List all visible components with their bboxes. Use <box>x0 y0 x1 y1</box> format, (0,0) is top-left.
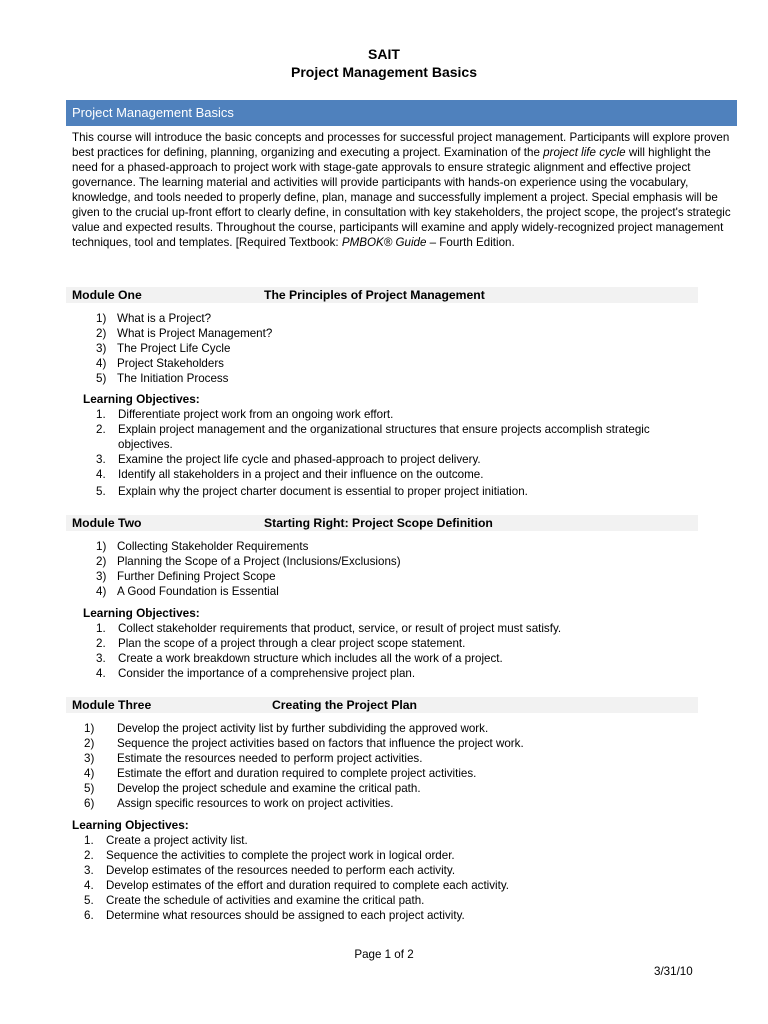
org-title: SAIT <box>368 46 400 62</box>
intro-text-3: – Fourth Edition. <box>426 236 515 249</box>
module-one-header <box>66 287 698 303</box>
module-title: Starting Right: Project Scope Definition <box>264 516 493 530</box>
course-description <box>72 130 732 250</box>
module-name: Module One <box>72 288 142 302</box>
section-banner: Project Management Basics <box>66 100 737 126</box>
footer-date: 3/31/10 <box>654 965 693 978</box>
intro-text-2: will highlight the need for a phased-approach to project work with stage-gate approvals to ensure strategic alignment and effective project governance. The learning material and activities will provide participants with hands-on experience using the vocabulary, knowledge, and tools needed to properly define, plan, manage and successfully implement a project. Special emphasis will be given to the crucial up-front effort to clearly define, in consultation with key stakeholders, the project scope, the project's strategic value and expected results. Throughout the course, participants will examine and apply widely-recognized project management techniques, tool and templates. [Required Textbook: <box>72 146 731 249</box>
module-title: Creating the Project Plan <box>272 698 417 712</box>
document-page: SAIT Project Management Basics Project Management Basics This course will introduce the basic concepts and processes for successful project management. Participants will explore proven best practices for defining, planning, organizing and executing a project. Examination of the project life cycle will highlight the need for a phased-approach to project work with stage-gate approvals to ensure strategic alignment and effective project governance. The learning material and activities will provide participants with hands-on experience using the vocabulary, knowledge, and tools needed to properly define, plan, manage and successfully implement a project. Special emphasis will be given to the crucial up-front effort to clearly define, in consultation with key stakeholders, the project scope, the project's strategic value and expected results. Throughout the course, participants will examine and apply widely-recognized project management techniques, tool and templates. [Required Textbook: PMBOK® Guide – Fourth Edition. Module One The Principles of Project Management 1) What is a Project? 2) What is Project Management? 3) The Project Life Cycle 4) Project Stakeholders 5) The Initiation Process Learning Objectives: 1. Differentiate project work from an ongoing work effort. 2. Explain project management and the organizational structures that ensure projects accomplish strategic objectives. 3. Examine the project life cycle and phased-approach to project delivery. 4. Identify all stakeholders in a project and their influence on the outcome. 5. Explain why the project charter document is essential to proper project initiation. Module Two Starting Right: Project Scope Definition 1) Collecting Stakeholder Requirements 2) Planning the Scope of a Project (Inclusions/Exclusions) 3) Further Defining Project Scope 4) A Good Foundation is Essential Learning Objectives: 1. Collect stakeholder requirements that product, service, or result of project must satisfy. 2. Plan the scope of a project through a clear project scope statement. 3. Create a work breakdown structure which includes all the work of a project. 4. Consider the importance of a comprehensive project plan. Module Three Creating the Project Plan 1) Develop the project activity list by further subdividing the approved work. 2) Sequence the project activities based on factors that influence the project work. 3) Estimate the resources needed to perform project activities. 4) Estimate the effort and duration required to complete project activities. 5) Develop the project schedule and examine the critical path. 6) Assign specific resources to work on project activities. Learning Objectives: 1. Create a project activity list. 2. Sequence the activities to complete the project work in logical order. 3. Develop estimates of the resources needed to perform each activity. 4. Develop estimates of the effort and duration required to complete each activity. 5. Create the schedule of activities and examine the critical path. 6. Determine what resources should be assigned to each project activity. Page 1 of 2 3/31/10 <box>0 0 768 1024</box>
module-title: The Principles of Project Management <box>264 288 485 302</box>
learning-objectives-label: Learning Objectives: <box>83 392 200 406</box>
course-title: Project Management Basics <box>291 64 477 80</box>
intro-text-1: This course will introduce the basic concepts and processes for successful project management. Participants will explore proven best practices for defining, planning, organizing and executing a project. Examination of the <box>72 131 730 159</box>
intro-emphasis-2: PMBOK® Guide <box>341 236 427 249</box>
module-name: Module Two <box>72 516 142 530</box>
intro-emphasis-1: project life cycle <box>543 146 626 159</box>
module-two-header <box>66 515 698 531</box>
page-number: Page 1 of 2 <box>354 948 414 961</box>
module-three-header <box>66 697 698 713</box>
learning-objectives-label: Learning Objectives: <box>72 818 189 832</box>
module-name: Module Three <box>72 698 152 712</box>
learning-objectives-label: Learning Objectives: <box>83 606 200 620</box>
